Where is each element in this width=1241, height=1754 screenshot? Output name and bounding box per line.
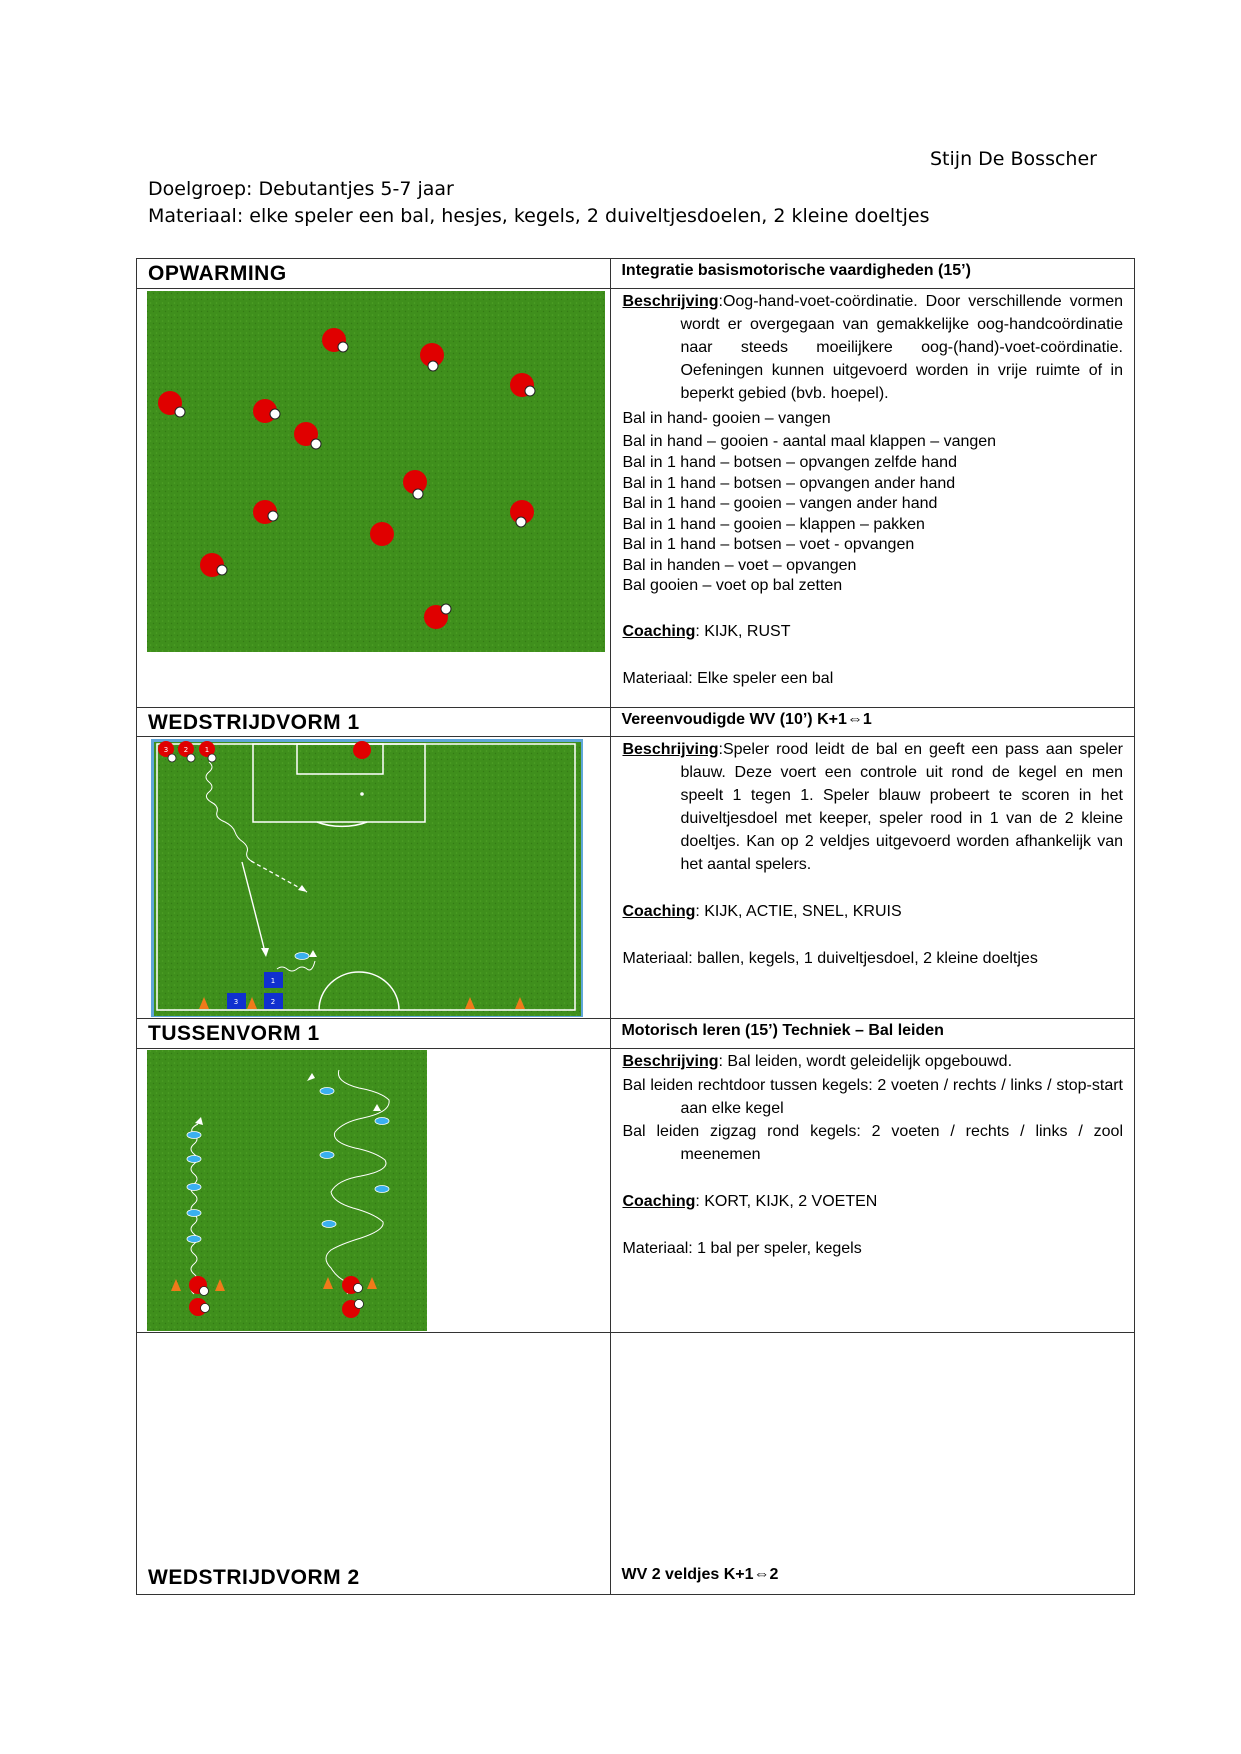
description-text: : Bal leiden, wordt geleidelijk opgebouwd. (718, 1053, 1013, 1070)
description-text: :Speler rood leidt de bal en geeft een pass aan speler blauw. Deze voert een controle uit rond de kegel en men speelt 1 tegen 1. Speler blauw probeert te scoren in het duiveltjesdoel met keeper, speler rood in 1 van de 2 kleine doeltjes. Kan op 2 veldjes uitgevoerd worden afhankelijk van het aantal spelers. (680, 741, 1123, 873)
warmup-material: Materiaal: Elke speler een bal (622, 669, 834, 687)
match1-field-diagram (137, 737, 611, 1018)
description-text: :Oog-hand-voet-coördinatie. Door verschillende vormen wordt er overgegaan van gemakkelijke oog-handcoördinatie naar steeds moeilijkere oog-(hand)-voet-coördinatie. Oefeningen kunnen uitgevoerd worden in vrije ruimte of in beperkt gebied (bvb. hoepel). (680, 293, 1123, 402)
coaching-text: : KIJK, RUST (695, 622, 791, 640)
match1-description (622, 738, 1123, 876)
player-number: 2 (183, 746, 189, 754)
list-item: Bal in 1 hand – gooien – vangen ander hand (622, 495, 938, 512)
list-item: Bal gooien – voet op bal zetten (622, 577, 843, 594)
list-item: Bal in hand – gooien - aantal maal klappen – vangen (622, 433, 997, 450)
keeper-player (353, 741, 371, 759)
coaching-label: Coaching (622, 622, 696, 640)
warmup-coaching (611, 619, 1134, 643)
coaching-text: : KORT, KIJK, 2 VOETEN (695, 1193, 878, 1210)
warmup-exercise-list (611, 407, 1134, 597)
description-label: Beschrijving (622, 1053, 719, 1070)
match1-coaching (611, 899, 1134, 923)
player-number: 1 (204, 746, 210, 754)
description-label: Beschrijving (622, 293, 719, 310)
warmup-field-diagram (137, 289, 611, 707)
player-number: 1 (270, 977, 276, 985)
target-group: Doelgroep: Debutantjes 5-7 jaar (148, 178, 454, 200)
section-subtitle-between1: Motorisch leren (15’) Techniek – Bal leiden (621, 1022, 944, 1039)
list-item: Bal in 1 hand – botsen – opvangen zelfde hand (622, 454, 957, 471)
player-number: 3 (163, 746, 169, 754)
author-name: Stijn De Bosscher (930, 148, 1097, 170)
list-item: Bal leiden rechtdoor tussen kegels: 2 voeten / rechts / links / stop-start aan elke kegel (622, 1077, 1123, 1117)
coaching-text: : KIJK, ACTIE, SNEL, KRUIS (695, 903, 902, 920)
player-number: 2 (270, 998, 276, 1006)
section-title-between1: TUSSENVORM 1 (148, 1022, 320, 1045)
list-item: Bal leiden zigzag rond kegels: 2 voeten / rechts / links / zool meenemen (622, 1123, 1123, 1163)
section-title-match2: WEDSTRIJDVORM 2 (148, 1566, 360, 1589)
grass-field (154, 742, 581, 1016)
section-subtitle-warmup: Integratie basismotorische vaardigheden (15’) (621, 262, 971, 279)
list-item: Bal in handen – voet – opvangen (622, 556, 857, 574)
material-list: Materiaal: elke speler een bal, hesjes, kegels, 2 duiveltjesdoelen, 2 kleine doeltjes (148, 205, 930, 227)
training-plan-table (136, 258, 1135, 1595)
between1-material: Materiaal: 1 bal per speler, kegels (622, 1240, 862, 1257)
match1-material: Materiaal: ballen, kegels, 1 duiveltjesdoel, 2 kleine doeltjes (622, 950, 1038, 967)
coaching-label: Coaching (622, 1193, 696, 1210)
grass-field (147, 291, 605, 652)
section-subtitle-match1: Vereenvoudigde WV (10’) K+1⇔1 (621, 711, 872, 728)
player-number: 3 (233, 998, 239, 1006)
list-item: Bal in 1 hand – botsen – voet - opvangen (622, 536, 915, 553)
section-title-match1: WEDSTRIJDVORM 1 (148, 711, 360, 734)
warmup-description (622, 290, 1123, 405)
between1-field-diagram (137, 1049, 611, 1332)
section-title-warmup: OPWARMING (148, 262, 287, 285)
between1-coaching (611, 1189, 1134, 1213)
cone-blue (295, 953, 309, 960)
player-with-ball (370, 522, 394, 546)
between1-description (611, 1049, 1134, 1073)
list-item: Bal in 1 hand – gooien – klappen – pakken (622, 515, 925, 533)
description-label: Beschrijving (622, 741, 719, 758)
list-item: Bal in hand- gooien – vangen (622, 410, 831, 427)
list-item: Bal in 1 hand – botsen – opvangen ander hand (622, 474, 956, 492)
coaching-label: Coaching (622, 903, 696, 920)
section-subtitle-match2: WV 2 veldjes K+1⇔2 (621, 1566, 779, 1583)
